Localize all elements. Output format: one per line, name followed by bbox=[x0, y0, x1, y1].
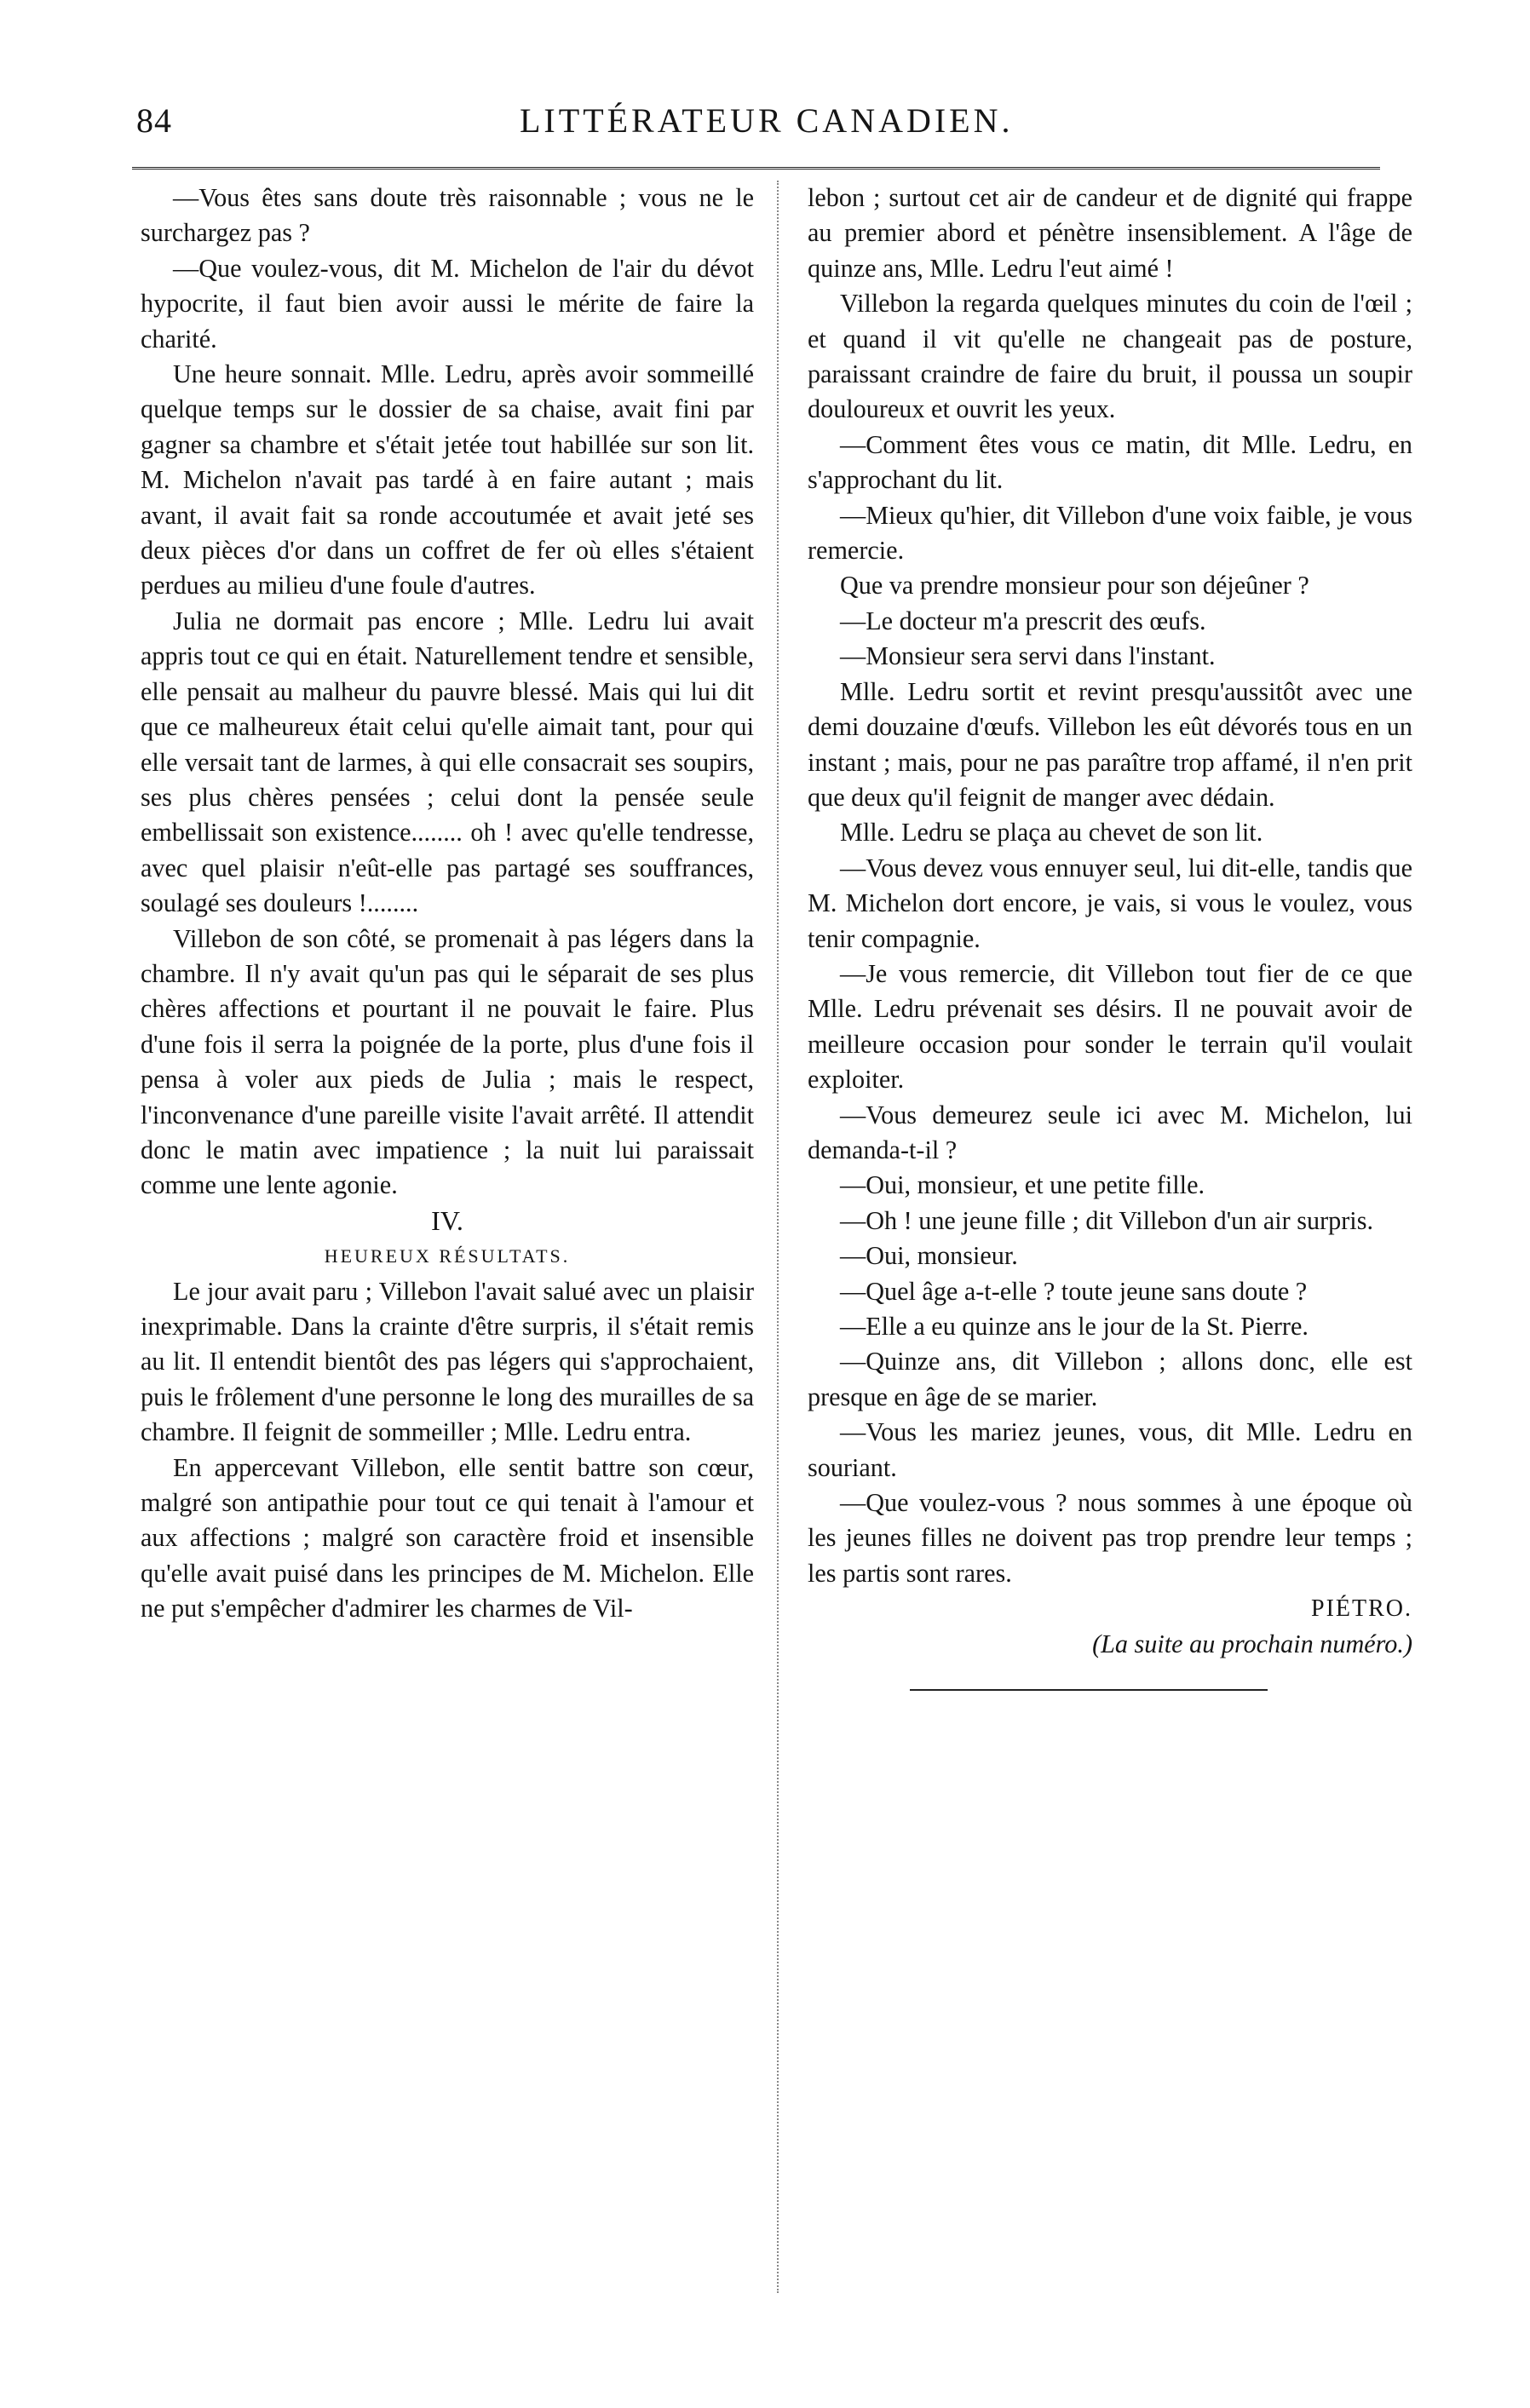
paragraph: —Oui, monsieur. bbox=[840, 1241, 1018, 1271]
paragraph: —Quel âge a-t-elle ? toute jeune sans doute ? bbox=[840, 1276, 1308, 1306]
paragraph: —Comment êtes vous ce matin, dit Mlle. Ledru, en s'approchant du lit. bbox=[808, 429, 1412, 495]
paragraph: Villebon la regarda quelques minutes du coin de l'œil ; et quand il vit qu'elle ne changeait pas de posture, paraissant craindre de faire du bruit, il poussa un soupir douloureux et ouvrit les yeux. bbox=[808, 289, 1412, 424]
paragraph: Que va prendre monsieur pour son déjeûner ? bbox=[840, 571, 1309, 601]
paragraph: —Je vous remercie, dit Villebon tout fier de ce que Mlle. Ledru prévenait ses désirs. Il ne pouvait avoir de meilleure occasion pour sonder le terrain qu'il voulait exploiter. bbox=[808, 958, 1412, 1095]
paragraph: Mlle. Ledru se plaça au chevet de son lit. bbox=[840, 818, 1263, 848]
paragraph: En appercevant Villebon, elle sentit battre son cœur, malgré son antipathie pour tout ce qui tenait à l'amour et aux affections ; malgré son caractère froid et insensible qu'elle avait puisé dans les principes de M. Michelon. Elle ne put s'empêcher d'admirer les charmes de Vil- bbox=[141, 1452, 754, 1624]
paragraph: Une heure sonnait. Mlle. Ledru, après avoir sommeillé quelque temps sur le dossier de sa chaise, avait fini par gagner sa chambre et s'était jetée tout habillée sur son lit. M. Michelon n'avait pas tardé à en faire autant ; mais avant, il avait fait sa ronde accoutumée et avait jeté ses deux pièces d'or dans un coffret de fer où elles s'étaient perdues au milieu d'une foule d'autres. bbox=[141, 359, 754, 601]
paragraph: —Vous devez vous ennuyer seul, lui dit-elle, tandis que M. Michelon dort encore, je vais, si vous le voulez, vous tenir compagnie. bbox=[808, 853, 1412, 953]
paragraph: —Vous êtes sans doute très raisonnable ; vous ne le surchargez pas ? bbox=[141, 183, 754, 248]
paragraph: Le jour avait paru ; Villebon l'avait salué avec un plaisir inexprimable. Dans la crainte d'être surpris, il s'était remis au lit. Il entendit bientôt des pas légers qui s'approchaient, puis le frôlement d'une personne le long des murailles de sa chambre. Il feignit de sommeiller ; Mlle. Ledru entra. bbox=[141, 1276, 754, 1447]
paragraph: —Vous les mariez jeunes, vous, dit Mlle. Ledru en souriant. bbox=[808, 1417, 1412, 1482]
section-heading: HEUREUX RÉSULTATS. bbox=[324, 1245, 571, 1267]
left-column bbox=[141, 181, 754, 1627]
right-column bbox=[808, 181, 1412, 1691]
running-title: LITTÉRATEUR CANADIEN. bbox=[520, 101, 1014, 140]
column-divider bbox=[777, 181, 779, 2293]
paragraph: Villebon de son côté, se promenait à pas légers dans la chambre. Il n'y avait qu'un pas qui le séparait de ses plus chères affections et pourtant il ne pouvait le faire. Plus d'une fois il serra la poignée de la porte, plus d'une fois il pensa à voler aux pieds de Julia ; mais le respect, l'inconvenance d'une pareille visite l'avait arrêté. Il attendit donc le matin avec impatience ; la nuit lui paraissait comme une lente agonie. bbox=[141, 923, 754, 1200]
paragraph: —Oh ! une jeune fille ; dit Villebon d'un air surpris. bbox=[840, 1205, 1373, 1235]
paragraph: —Quinze ans, dit Villebon ; allons donc, elle est presque en âge de se marier. bbox=[808, 1347, 1412, 1411]
paragraph: —Que voulez-vous ? nous sommes à une époque où les jeunes filles ne doivent pas trop prendre leur temps ; les partis sont rares. bbox=[808, 1488, 1412, 1588]
paragraph: —Que voulez-vous, dit M. Michelon de l'air du dévot hypocrite, il faut bien avoir aussi le mérite de faire la charité. bbox=[141, 253, 754, 353]
section-number: IV. bbox=[431, 1204, 463, 1236]
paragraph: Julia ne dormait pas encore ; Mlle. Ledru lui avait appris tout ce qui en était. Naturellement tendre et sensible, elle pensait au malheur du pauvre blessé. Mais qui lui dit que ce malheureux était celui qu'elle aimait tant, pour qui elle versait tant de larmes, à qui elle consacrait ses soupirs, ses plus chères pensées ; celui dont la pensée seule embellissait son existence........ oh ! avec qu'elle tendresse, avec quel plaisir n'eût-elle pas partagé ses souffrances, soulagé ses douleurs !........ bbox=[141, 606, 754, 918]
continuation-note: (La suite au prochain numéro.) bbox=[1092, 1629, 1412, 1658]
paragraph: —Oui, monsieur, et une petite fille. bbox=[840, 1170, 1205, 1200]
page-header bbox=[128, 101, 1397, 152]
author-signature: PIÉTRO. bbox=[1311, 1595, 1412, 1623]
header-rule bbox=[132, 167, 1380, 171]
paragraph-continued: lebon ; surtout cet air de candeur et de dignité qui frappe au premier abord et pénètre insensiblement. A l'âge de quinze ans, Mlle. Ledru l'eut aimé ! bbox=[808, 183, 1412, 283]
paragraph: —Vous demeurez seule ici avec M. Michelon, lui demanda-t-il ? bbox=[808, 1100, 1412, 1164]
paragraph: —Elle a eu quinze ans le jour de la St. Pierre. bbox=[840, 1312, 1309, 1341]
page-number: 84 bbox=[136, 101, 172, 140]
paragraph: Mlle. Ledru sortit et revint presqu'aussitôt avec une demi douzaine d'œufs. Villebon les eût dévorés tous en un instant ; mais, pour ne pas paraître trop affamé, il n'en prit que deux qu'il feignit de manger avec dédain. bbox=[808, 676, 1412, 812]
paragraph: —Mieux qu'hier, dit Villebon d'une voix faible, je vous remercie. bbox=[808, 500, 1412, 566]
end-rule bbox=[910, 1689, 1268, 1691]
paragraph: —Le docteur m'a prescrit des œufs. bbox=[840, 606, 1206, 635]
paragraph: —Monsieur sera servi dans l'instant. bbox=[840, 641, 1216, 671]
